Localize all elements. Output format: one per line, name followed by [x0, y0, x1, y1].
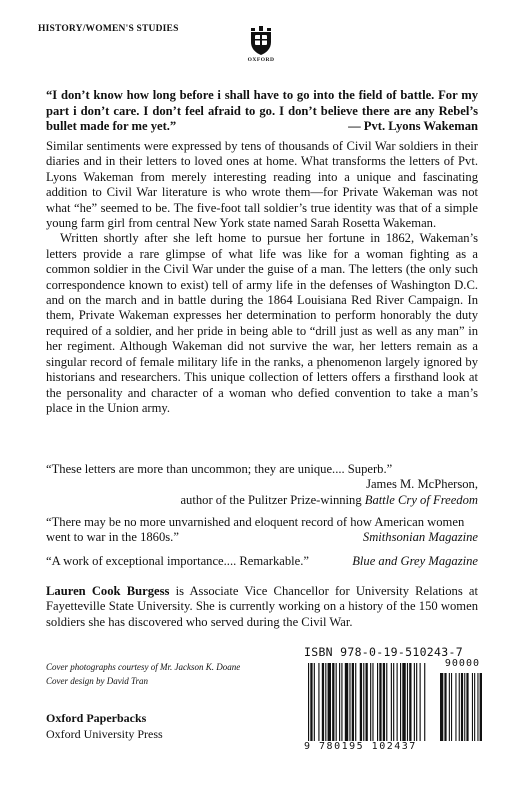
addon-bar [477, 673, 478, 741]
description-paragraph: Similar sentiments were expressed by tens of thousands of Civil War soldiers in their diaries and in their letters to loved ones at home. What transforms the letters of Pvt. Lyons Wakeman from merely interesting reading into a unique and fascinating addition to Civil War literature is who wrote them—for Private Wakeman was not what “he” seemed to be. The five-foot tall soldier’s true identity was that of a simple young farm girl from central New York state named Sarah Rosetta Wakeman. [46, 139, 478, 231]
barcode-bar [372, 663, 373, 741]
cover-credits [46, 660, 306, 688]
addon-bar [449, 673, 450, 741]
barcode-bar [336, 663, 337, 741]
barcode-bar [377, 663, 378, 741]
blurb-source: Smithsonian Magazine [362, 530, 478, 545]
blurb-quote: “A work of exceptional importance.... Remarkable.” [46, 554, 309, 568]
addon-digits: 90000 [444, 658, 480, 669]
barcode-bar [370, 663, 371, 741]
addon-bar [466, 673, 468, 741]
barcode-bar [379, 663, 381, 741]
barcode-bar [332, 663, 334, 741]
barcode-bar [386, 663, 387, 741]
blurb-author: James M. McPherson, [366, 477, 478, 492]
blurb-quote-line: “There may be no more unvarnished and eloquent record of how American women [46, 515, 465, 529]
addon-bar [464, 673, 465, 741]
author-name: Lauren Cook Burgess [46, 584, 170, 598]
barcode-bar [391, 663, 392, 741]
blurb-row [46, 530, 478, 545]
barcode-bar [409, 663, 411, 741]
oxford-crest-icon [249, 26, 273, 56]
oxford-logo [246, 26, 276, 66]
barcode-bar [360, 663, 362, 741]
barcode-bar [397, 663, 398, 741]
barcode-bar [402, 663, 405, 741]
barcode-bar [328, 663, 331, 741]
barcode-digits: 9 780195 102437 [304, 741, 417, 752]
barcode-bar [341, 663, 342, 741]
barcode-bar [407, 663, 408, 741]
isbn-label: ISBN 978-0-19-510243-7 [304, 645, 463, 659]
blurb-credential-title: Battle Cry of Freedom [364, 492, 478, 507]
book-description [46, 139, 478, 416]
barcode-bar [400, 663, 401, 741]
blurb-quote: “These letters are more than uncommon; they are unique.... Superb.” [46, 462, 393, 476]
barcode-bar [310, 663, 312, 741]
blurb-row [46, 554, 478, 569]
addon-bar [451, 673, 452, 741]
barcode-bar [322, 663, 324, 741]
review-blurb-mcpherson [46, 462, 478, 508]
blurb-credential-prefix: author of the Pulitzer Prize-winning [180, 492, 365, 507]
barcode-bar [349, 663, 350, 741]
barcode-bar [414, 663, 415, 741]
publisher-imprint [46, 710, 306, 742]
category-label: HISTORY/WOMEN'S STUDIES [38, 24, 179, 34]
design-credit: Cover design by David Tran [46, 676, 148, 686]
barcode-bar [318, 663, 319, 741]
addon-bar [474, 673, 475, 741]
barcode-bar [383, 663, 385, 741]
barcode-bar [416, 663, 417, 741]
barcode-graphic [304, 663, 482, 741]
barcode-bar [366, 663, 368, 741]
addon-bar [440, 673, 443, 741]
addon-bar [455, 673, 456, 741]
addon-bar [461, 673, 463, 741]
addon-bar [480, 673, 482, 741]
blurb-credential [46, 493, 478, 508]
lead-quote-attribution: — Pvt. Lyons Wakeman [348, 119, 478, 133]
barcode-bar [314, 663, 315, 741]
barcode-bar [352, 663, 354, 741]
author-bio-text: is Associate Vice Chancellor for University Relations at Fayetteville State University. She is currently working on a history of the 150 women soldiers she has discovered who served during the Civil War. [46, 584, 478, 629]
addon-bar [444, 673, 446, 741]
review-blurb-blue-grey [46, 554, 478, 569]
blurb-quote-line: went to war in the 1860s.” [46, 530, 179, 545]
addon-bar [472, 673, 473, 741]
barcode-bar [424, 663, 425, 741]
barcode-bar [363, 663, 364, 741]
barcode-bar [345, 663, 348, 741]
review-blurb-smithsonian [46, 515, 478, 546]
blurb-source: Blue and Grey Magazine [352, 554, 478, 568]
barcode-bar [325, 663, 326, 741]
lead-quote-text: “I don’t know how long before i shall have to go into the field of battle. For my part i don’t care. I don’t feel afraid to go. I don’t believe there are any Rebel’s bullet made for me yet.” [46, 88, 478, 133]
lead-quote [46, 88, 478, 135]
barcode-bar [308, 663, 309, 741]
isbn-barcode-block [304, 645, 482, 755]
photo-credit: Cover photographs courtesy of Mr. Jackson K. Doane [46, 662, 241, 672]
imprint-publisher: Oxford University Press [46, 727, 163, 741]
description-paragraph: Written shortly after she left home to pursue her fortune in 1862, Wakeman’s letters provide a rare glimpse of what life was like for a woman fighting as a common soldier in the Civil War under the guise of a man. The letters (the only such correspondence known to exist) tell of army life in the defenses of Washington D.C. and on the march and in battle during the 1864 Louisiana Red River Campaign. In them, Private Wakeman expresses her determination to perform honorably the duty required of a soldier, and her pride in being able to “drill just as well as any man” in her regiment. Although Wakeman did not survive the war, her letters remain as a singular record of female military life in the ranks, a phenomenon largely ignored by historians and researchers. This unique collection of letters offers a firsthand look at the personality and character of a woman who defied convention to take a man’s place in the Union army. [46, 231, 478, 415]
barcode-bar [420, 663, 421, 741]
barcode-bar [393, 663, 394, 741]
logo-wordmark: OXFORD [247, 57, 275, 63]
imprint-series: Oxford Paperbacks [46, 711, 147, 725]
barcode-bar [339, 663, 340, 741]
addon-bar [459, 673, 460, 741]
author-bio [46, 584, 478, 630]
barcode-bar [355, 663, 356, 741]
